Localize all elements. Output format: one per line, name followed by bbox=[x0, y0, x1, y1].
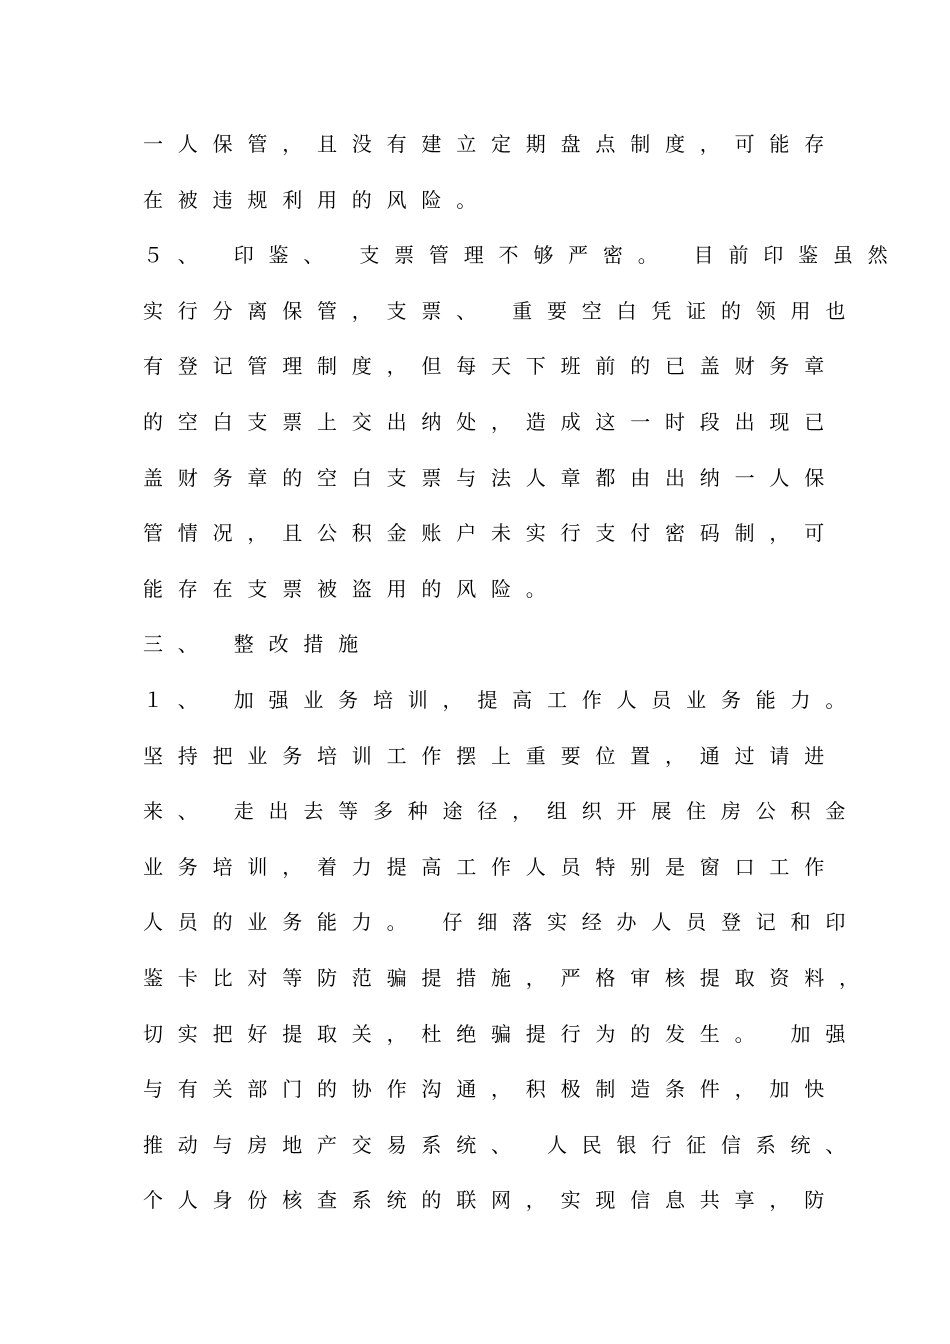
text-line: 切实把好提取关，杜绝骗提行为的发生。 加强 bbox=[143, 1021, 861, 1046]
text-line: ５、 印鉴、 支票管理不够严密。 目前印鉴虽然 bbox=[143, 243, 903, 268]
text-line: 管情况，且公积金账户未实行支付密码制，可 bbox=[143, 521, 839, 546]
text-line: 实行分离保管，支票、 重要空白凭证的领用也 bbox=[143, 298, 861, 323]
text-line: 个人身份核查系统的联网，实现信息共享，防 bbox=[143, 1188, 839, 1213]
text-line: 坚持把业务培训工作摆上重要位置，通过请进 bbox=[143, 743, 839, 768]
text-line: 与有关部门的协作沟通，积极制造条件，加快 bbox=[143, 1077, 839, 1102]
text-line: 能存在支票被盗用的风险。 bbox=[143, 576, 561, 601]
text-line: 一人保管，且没有建立定期盘点制度，可能存 bbox=[143, 132, 839, 156]
text-line: 来、 走出去等多种途径，组织开展住房公积金 bbox=[143, 799, 861, 824]
section-heading: 三、 整改措施 bbox=[143, 632, 373, 657]
text-line: 鉴卡比对等防范骗提措施，严格审核提取资料， bbox=[143, 965, 874, 990]
text-line: 在被违规利用的风险。 bbox=[143, 187, 491, 212]
body-text bbox=[143, 124, 903, 1236]
text-line: 人员的业务能力。 仔细落实经办人员登记和印 bbox=[143, 910, 861, 935]
text-line: 业务培训，着力提高工作人员特别是窗口工作 bbox=[143, 854, 839, 879]
text-line: 推动与房地产交易系统、 人民银行征信系统、 bbox=[143, 1132, 861, 1157]
text-line: 有登记管理制度，但每天下班前的已盖财务章 bbox=[143, 354, 839, 379]
text-line: 的空白支票上交出纳处，造成这一时段出现已 bbox=[143, 409, 839, 434]
text-line: 盖财务章的空白支票与法人章都由出纳一人保 bbox=[143, 465, 839, 490]
text-line: １、 加强业务培训，提高工作人员业务能力。 bbox=[143, 687, 861, 712]
